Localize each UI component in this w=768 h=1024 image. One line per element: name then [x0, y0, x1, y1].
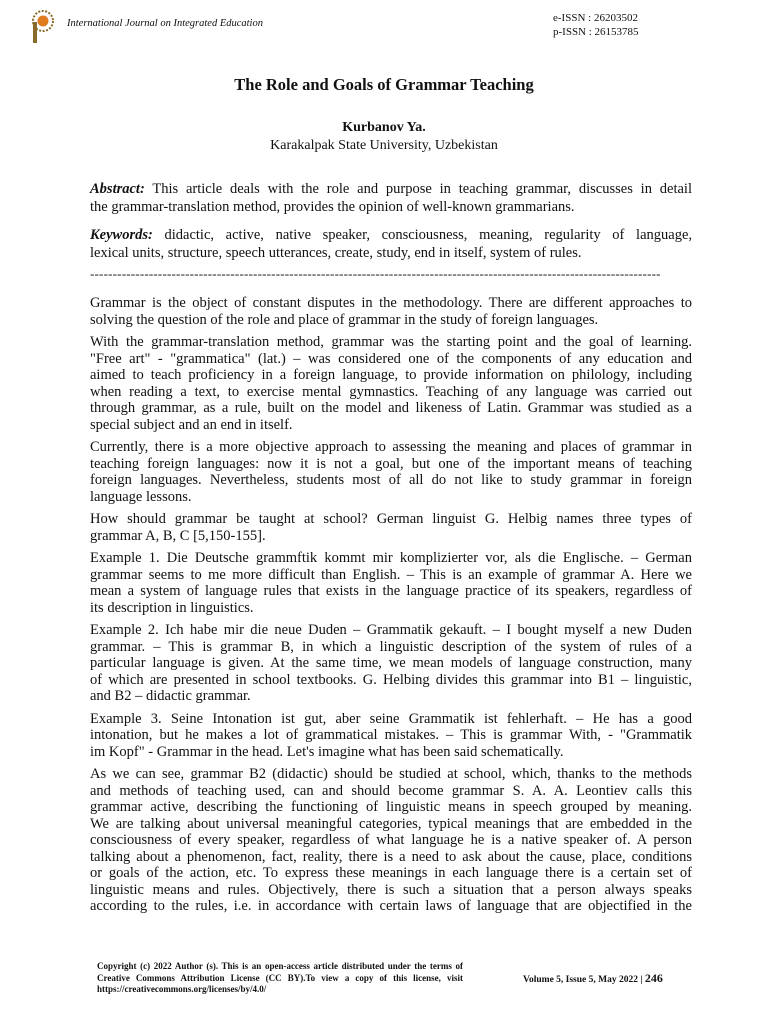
- page-title: The Role and Goals of Grammar Teaching: [234, 75, 534, 94]
- page-number: 246: [644, 971, 663, 985]
- abstract: [90, 181, 692, 216]
- paragraph-line: im Kopf" - Grammar in the head. Let's imagine what has been said schematically.: [90, 743, 564, 760]
- volume-issue: Volume 5, Issue 5, May 2022 |: [523, 975, 645, 985]
- paragraph-line: language lessons.: [90, 488, 192, 505]
- journal-logo-icon: [30, 10, 56, 44]
- paragraph-line: consciousness of every speaker, regardless of what language he is a native speaker of. A person: [90, 832, 692, 848]
- paragraph: [90, 550, 692, 616]
- abstract-line: This article deals with the role and purpose in teaching grammar, discusses in detail: [144, 181, 692, 197]
- author-name: Kurbanov Ya.: [342, 120, 426, 135]
- abstract-line: the grammar-translation method, provides the opinion of well-known grammarians.: [90, 198, 575, 215]
- paragraph: [90, 439, 692, 505]
- paragraph-line: foreign languages. Nevertheless, students most of all do not like to study grammar in foreign: [90, 472, 692, 488]
- paragraph-line: Grammar is the object of constant disputes in the methodology. There are different approaches to: [90, 295, 692, 311]
- volume-info: [523, 971, 663, 986]
- paragraph-line: aimed to teach proficiency in a foreign language, to provide information on philology, including: [90, 367, 692, 383]
- separator-line: ------------------------------------------------------------------------------------------------------------------------------: [90, 266, 661, 281]
- paragraph-line: As we can see, grammar B2 (didactic) should be studied at school, which, thanks to the methods: [90, 766, 692, 782]
- paragraph-line: and B2 – didactic grammar.: [90, 688, 251, 704]
- issn-block: [553, 11, 639, 39]
- paragraph: [90, 295, 692, 328]
- paragraph-line: intonation, but he makes a lot of grammatical mistakes. – This is grammar With, - "Grammatik: [90, 727, 692, 743]
- keywords: [90, 227, 692, 262]
- paragraph: [90, 622, 692, 705]
- paragraph: [90, 511, 692, 544]
- paragraph: [90, 766, 692, 915]
- paragraph-line: or goals of the action, etc. To express these meanings in each language there is a certain set of: [90, 865, 692, 881]
- paragraph-line: linguistic means and rules. Objectively, there is such a situation that a person always speaks: [90, 881, 692, 898]
- author-affiliation: Karakalpak State University, Uzbekistan: [270, 138, 498, 153]
- paragraph-line: of which are presented in school textbooks. G. Helbing divides this grammar into B1 – linguistic,: [90, 671, 692, 688]
- paragraph: [90, 334, 692, 433]
- paragraph-line: grammar seems to me more difficult than English. – This is an example of grammar A. Here we: [90, 566, 692, 583]
- paragraph-line: grammar. – This is grammar B, in which a linguistic description of the system of rules of a: [90, 638, 692, 655]
- keywords-line: didactic, active, native speaker, consciousness, meaning, regularity of language,: [152, 227, 692, 243]
- abstract-label: Abstract:: [90, 181, 145, 197]
- keywords-label: Keywords:: [90, 227, 153, 243]
- paragraph-line: teaching foreign languages: now it is not a goal, but one of the important means of teaching: [90, 455, 692, 472]
- paragraph-line: special subject and an end in itself.: [90, 416, 293, 433]
- e-issn: e-ISSN : 26203502: [553, 12, 638, 24]
- paragraph-line: its description in linguistics.: [90, 599, 254, 616]
- p-issn: p-ISSN : 26153785: [553, 26, 639, 38]
- paragraph-line: Example 1. Die Deutsche grammftik kommt mir komplizierter vor, als die Englische. – German: [90, 550, 692, 566]
- paragraph-line: "Free art" - "grammatica" (lat.) – was considered one of the components of any education and: [90, 350, 692, 367]
- paragraph-line: and methods of teaching used, can and should become grammar S. A. A. Leontiev calls this: [90, 782, 692, 799]
- paragraph-line: grammar active, describing the functioning of linguistic means in speech grouped by meaning.: [90, 799, 692, 815]
- paragraph-line: mean a system of language rules that exists in the language practice of its speakers, regardless of: [90, 583, 692, 599]
- paragraph-line: talking about a phenomenon, fact, reality, there is a need to ask about the cause, place, conditions: [90, 848, 692, 865]
- paragraph-line: solving the question of the role and place of grammar in the study of foreign languages.: [90, 311, 599, 328]
- paragraph-line: Example 2. Ich habe mir die neue Duden – Grammatik gekauft. – I bought myself a new Duden: [90, 622, 692, 638]
- paragraph-line: Example 3. Seine Intonation ist gut, aber seine Grammatik ist fehlerhaft. – He has a good: [90, 710, 692, 727]
- paragraph-line: according to the rules, i.e. in accordance with certain laws of language that are objectified in the: [90, 898, 692, 914]
- journal-name: International Journal on Integrated Education: [67, 18, 263, 29]
- paragraph-line: Currently, there is a more objective approach to assessing the meaning and places of grammar in: [90, 439, 692, 455]
- paragraph-line: With the grammar-translation method, grammar was the starting point and the goal of learning.: [90, 334, 692, 350]
- keywords-line: lexical units, structure, speech utterances, create, study, end in itself, system of rules.: [90, 244, 582, 261]
- paragraph-line: through grammar, as a rule, built on the model and likeness of Latin. Grammar was studied as a: [90, 400, 692, 416]
- paragraph-line: particular language is given. At the same time, we mean models of language construction, many: [90, 655, 692, 671]
- article-body: [90, 295, 692, 921]
- copyright-notice: Copyright (c) 2022 Author (s). This is an open-access article distributed under the terms of Creative Commons Attribution License (CC BY).To view a copy of this license, visit https://creativecommons.org/licenses/by/4.0/: [97, 961, 463, 994]
- paragraph-line: grammar A, B, C [5,150-155].: [90, 527, 266, 544]
- paragraph-line: when reading a text, to exercise mental gymnastics. Teaching of any language was carried out: [90, 383, 692, 400]
- paragraph-line: We are talking about universal meaningful categories, typical meanings that are embedded in the: [90, 815, 692, 832]
- paragraph-line: How should grammar be taught at school? German linguist G. Helbig names three types of: [90, 511, 692, 527]
- paragraph: [90, 711, 692, 761]
